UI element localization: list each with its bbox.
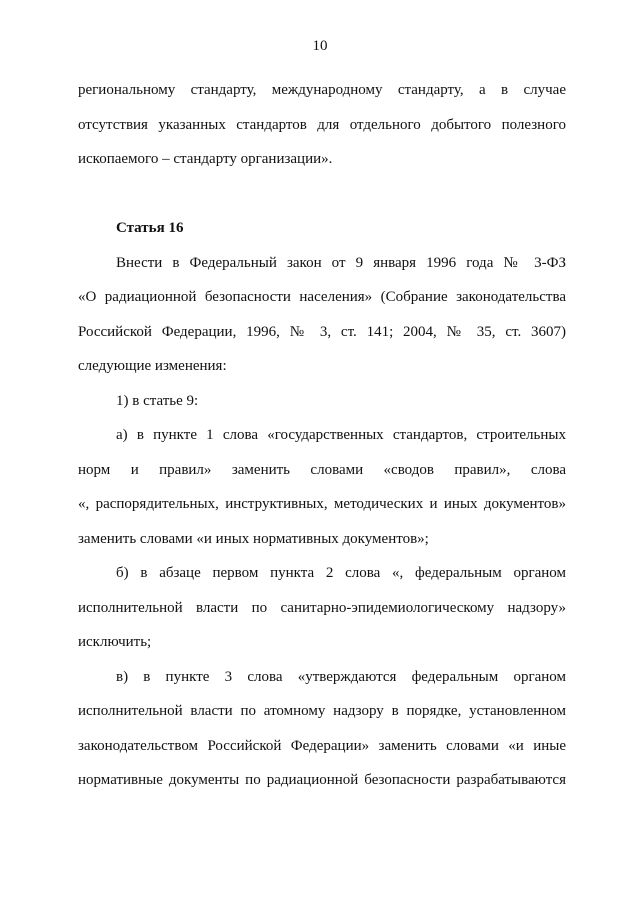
document-body <box>78 73 566 798</box>
text-line: законодательством Российской Федерации» заменить словами «и иные <box>78 737 566 754</box>
text-line: «, распорядительных, инструктивных, методических и иных документов» <box>78 496 566 512</box>
text-line: б) в абзаце первом пункта 2 слова «, федеральным органом <box>116 565 566 581</box>
text-line: ископаемого – стандарту организации». <box>78 151 333 167</box>
text-line: нормативные документы по радиационной безопасности разрабатываются <box>78 772 566 788</box>
spacer <box>78 177 566 212</box>
text-line: а) в пункте 1 слова «государственных стандартов, строительных <box>116 427 566 443</box>
text-line: Российской Федерации, 1996, № 3, ст. 141; 2004, № 35, ст. 3607) <box>78 323 566 340</box>
text-line: исключить; <box>78 634 152 650</box>
text-line: исполнительной власти по атомному надзору в порядке, установленном <box>78 703 566 719</box>
text-line: отсутствия указанных стандартов для отдельного добытого полезного <box>78 116 566 133</box>
text-line: заменить словами «и иных нормативных документов»; <box>78 530 429 547</box>
text-line: региональному стандарту, международному стандарту, а в случае <box>78 82 566 98</box>
text-line: норм и правил» заменить словами «сводов правил», слова <box>78 461 566 478</box>
list-item-heading: 1) в статье 9: <box>116 392 199 409</box>
page-number: 10 <box>312 38 328 54</box>
article-heading: Статья 16 <box>116 220 184 236</box>
text-line: Внести в Федеральный закон от 9 января 1996 года № 3-ФЗ <box>116 254 566 271</box>
text-line: исполнительной власти по санитарно-эпидемиологическому надзору» <box>78 599 566 616</box>
text-line: «О радиационной безопасности населения» (Собрание законодательства <box>78 289 566 305</box>
text-line: следующие изменения: <box>78 358 227 374</box>
text-line: в) в пункте 3 слова «утверждаются федеральным органом <box>116 668 566 685</box>
